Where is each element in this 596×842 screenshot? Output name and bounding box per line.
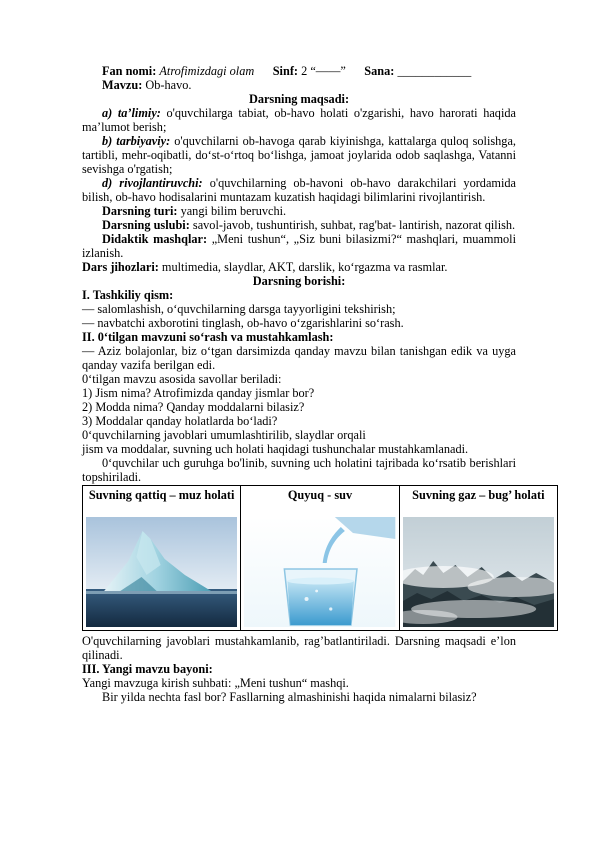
- goal-label: b) tarbiyaviy:: [102, 134, 171, 148]
- section1-item: — salomlashish, o‘quvchilarning darsga tayyorligini tekshirish;: [82, 302, 396, 316]
- subject-label: Fan nomi:: [102, 64, 157, 78]
- question-item: 2) Modda nima? Qanday moddalarni bilasiz?: [82, 400, 305, 414]
- state-cell-liquid: [241, 486, 399, 631]
- question-item: 1) Jism nima? Atrofimizda qanday jismlar bor?: [82, 386, 315, 400]
- goal-text: o'quvchilarning ob-havoni ob-havo darakchilari yordamida bilish, ob-havo hodisalarini muntazam kuzatish haqidagi bilimlarini rivojlantirish.: [82, 176, 517, 204]
- date-label: Sana:: [364, 64, 395, 78]
- didactic-exercises: [82, 232, 516, 260]
- section3-line2: Bir yilda nechta fasl bor? Fasllarning almashinishi haqida nimalarni bilasiz?: [102, 690, 477, 704]
- section2-title: II. 0‘tilgan mavzuni so‘rash va mustahkamlash:: [82, 330, 334, 344]
- lesson-style-value: savol-javob, tushuntirish, suhbat, rag'bat- lantirish, nazorat qilish.: [192, 218, 516, 232]
- iceberg-image: [86, 517, 237, 627]
- class-value: 2 “——”: [301, 64, 346, 78]
- water-glass-image: [244, 517, 395, 627]
- class-label: Sinf:: [272, 64, 299, 78]
- document-content: [82, 64, 545, 704]
- lesson-type-value: yangi bilim beruvchi.: [180, 204, 287, 218]
- section2-summary-2: jism va moddalar, suvning uch holati haqidagi tushunchalar mustahkamlanadi.: [82, 442, 469, 456]
- goal-upbringing: [82, 134, 516, 176]
- topic-label: Mavzu:: [102, 78, 143, 92]
- state-header-solid: Suvning qattiq – muz holati: [88, 488, 235, 502]
- goal-educational: [82, 106, 516, 134]
- after-table-text: O'quvchilarning javoblari mustahkamlanib, rag’batlantiriladi. Darsning maqsadi e’lon qilinadi.: [82, 634, 516, 662]
- section3-line1: Yangi mavzuga kirish suhbati: „Meni tushun“ mashqi.: [82, 676, 349, 690]
- header-line: [82, 64, 516, 78]
- goals-title: Darsning maqsadi:: [248, 92, 350, 106]
- progress-title: Darsning borishi:: [252, 274, 346, 288]
- section3-title: III. Yangi mavzu bayoni:: [82, 662, 213, 676]
- state-cell-solid: [83, 486, 241, 631]
- section2-groups: 0‘quvchilar uch guruhga bo'linib, suvning uch holatini tajribada ko‘rsatib berishlari topshiriladi.: [82, 456, 516, 484]
- didactic-label: Didaktik mashqlar:: [102, 232, 208, 246]
- date-value: ____________: [397, 64, 472, 78]
- state-header-liquid: Quyuq - suv: [287, 488, 353, 502]
- lesson-type: [82, 204, 516, 218]
- topic-value: Ob-havo.: [145, 78, 192, 92]
- goal-label: d) rivojlantiruvchi:: [102, 176, 203, 190]
- goal-text: o'quvchilarga tabiat, ob-havo holati o'zgarishi, havo harorati haqida ma’lumot berish;: [82, 106, 516, 134]
- goal-developmental: [82, 176, 516, 204]
- water-states-table: [82, 485, 558, 631]
- lesson-type-label: Darsning turi:: [102, 204, 178, 218]
- goal-label: a) ta’limiy:: [102, 106, 161, 120]
- section1-item: — navbatchi axborotini tinglash, ob-havo o‘zgarishlarini so‘rash.: [82, 316, 404, 330]
- section2-lead: 0‘tilgan mavzu asosida savollar beriladi:: [82, 372, 282, 386]
- topic-line: [82, 78, 516, 92]
- lesson-equipment: [82, 260, 516, 274]
- equipment-value: multimedia, slaydlar, AKT, darslik, ko‘rgazma va rasmlar.: [161, 260, 448, 274]
- fog-image: [403, 517, 554, 627]
- lesson-style-label: Darsning uslubi:: [102, 218, 190, 232]
- lesson-style: [82, 218, 516, 232]
- goal-text: o'quvchilarni ob-havoga qarab kiyinishga, kattalarga quloq solishga, tartibli, mehr-oqibatli, do‘st-o‘rtoq bo‘lishga, jamoat joylarida odob saqlashga, Vatanni sevishga o'rgatish;: [82, 134, 516, 176]
- state-header-gas: Suvning gaz – bug’ holati: [412, 488, 545, 502]
- equipment-label: Dars jihozlari:: [82, 260, 159, 274]
- question-item: 3) Moddalar qanday holatlarda bo‘ladi?: [82, 414, 278, 428]
- didactic-value: „Meni tushun“, „Siz buni bilasizmi?“ mashqlari, muammoli izlanish.: [82, 232, 516, 260]
- section1-title: I. Tashkiliy qism:: [82, 288, 174, 302]
- section2-intro: — Aziz bolajonlar, biz o‘tgan darsimizda qanday mavzu bilan tanishgan edik va uyga qanday vazifa berilgan edi.: [82, 344, 516, 372]
- subject-value: Atrofimizdagi olam: [159, 64, 255, 78]
- state-cell-gas: [399, 486, 557, 631]
- section2-summary-1: 0‘quvchilarning javoblari umumlashtirilib, slaydlar orqali: [82, 428, 366, 442]
